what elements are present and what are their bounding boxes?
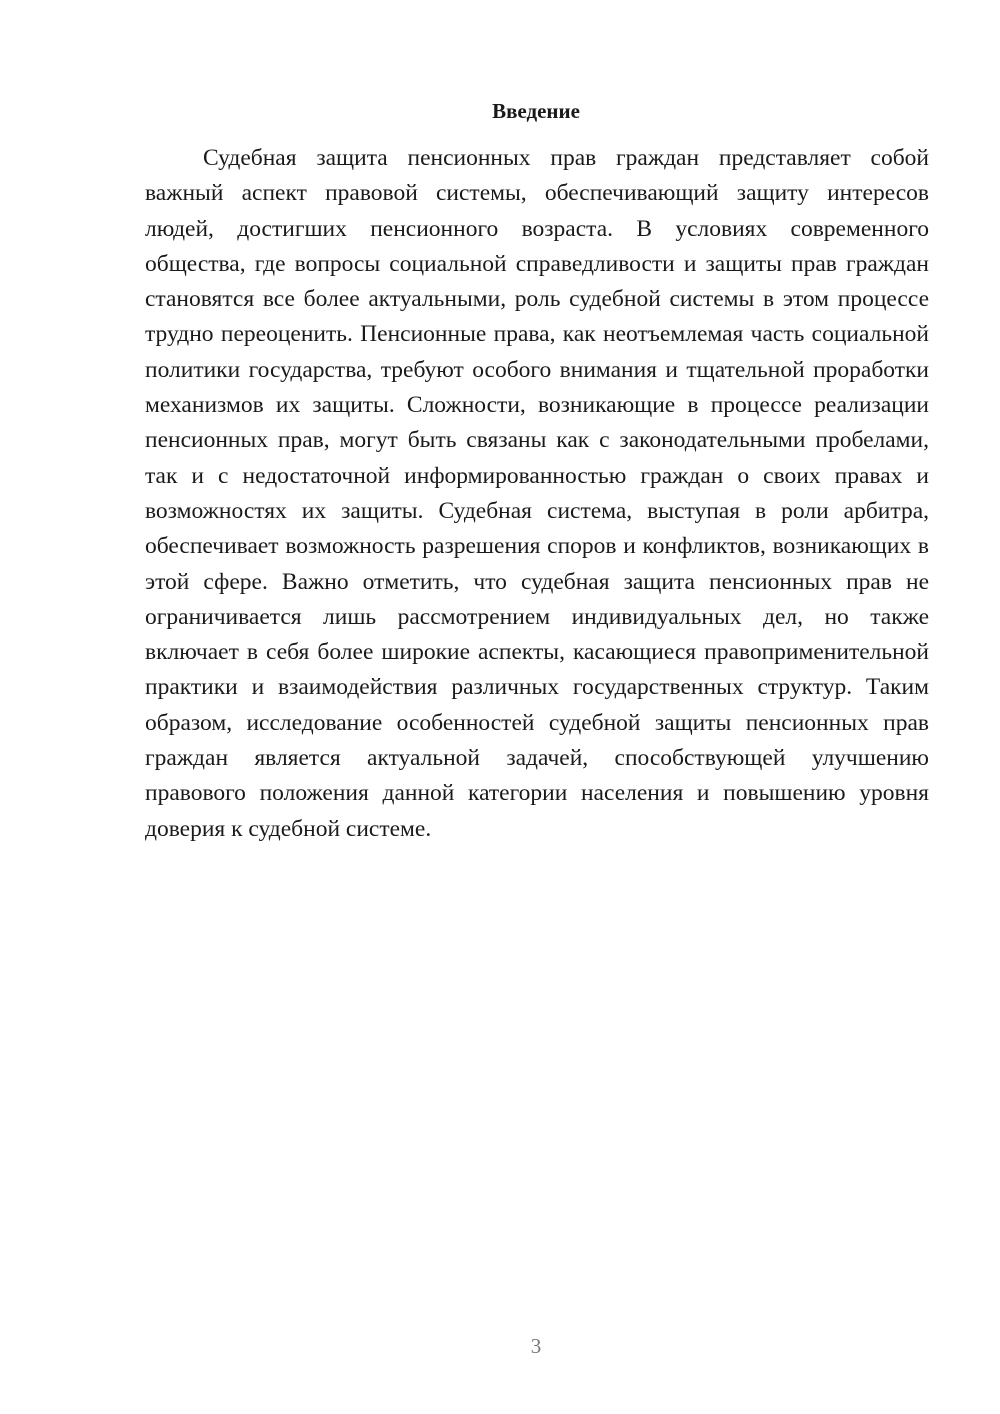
page-number: 3: [530, 1334, 542, 1358]
section-heading: Введение: [492, 99, 580, 123]
body-paragraph: Судебная защита пенсионных прав граждан представляет собой важный аспект правовой системы, обеспечивающий защиту интересов людей, достигших пенсионного возраста. В условиях современного общества, где вопросы социальной справедливости и защиты прав граждан становятся все более актуальными, роль судебной системы в этом процессе трудно переоценить. Пенсионные права, как неотъемлемая часть социальной политики государства, требуют особого внимания и тщательной проработки механизмов их защиты. Сложности, возникающие в процессе реализации пенсионных прав, могут быть связаны как с законодательными пробелами, так и с недостаточной информированностью граждан о своих правах и возможностях их защиты. Судебная система, выступая в роли арбитра, обеспечивает возможность разрешения споров и конфликтов, возникающих в этой сфере. Важно отметить, что судебная защита пенсионных прав не ограничивается лишь рассмотрением индивидуальных дел, но также включает в себя более широкие аспекты, касающиеся правоприменительной практики и взаимодействия различных государственных структур. Таким образом, исследование особенностей судебной защиты пенсионных прав граждан является актуальной задачей, способствующей улучшению правового положения данной категории населения и повышению уровня доверия к судебной системе.: [145, 145, 929, 842]
